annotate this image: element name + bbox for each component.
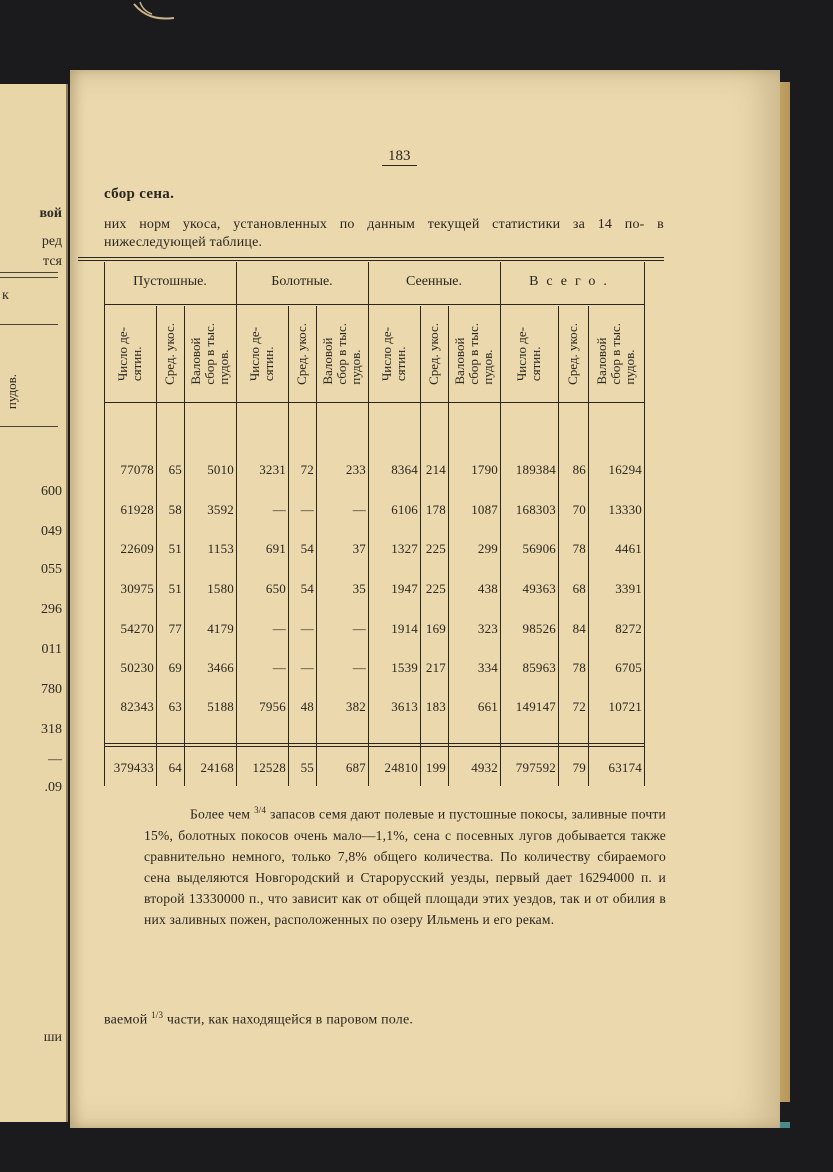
group-header-bolotnye: Болотные. — [271, 274, 333, 289]
left-page-line: 780 — [41, 682, 62, 697]
fraction: 3/4 — [254, 805, 267, 815]
left-page-line: 055 — [41, 562, 62, 577]
table-cell: 661 — [477, 699, 498, 714]
table-cell: 10721 — [608, 699, 642, 714]
table-cell: — — [352, 660, 366, 675]
table-cell: 169 — [425, 621, 446, 636]
intro-text: них норм укоса, установленных по данным текущей статистики за 14 по- в нижеследующей таблице. — [104, 217, 664, 250]
table-cell: 58 — [168, 502, 182, 517]
table-cell: 82343 — [120, 699, 154, 714]
left-page-line: тся — [43, 254, 62, 269]
table-cell: 85963 — [522, 660, 556, 675]
total-rule — [104, 746, 644, 747]
table-cell: — — [300, 621, 314, 636]
table-cell: 382 — [345, 699, 366, 714]
subheader-label: Валовой сбор в тыс. пудов. — [320, 323, 363, 385]
left-page-line: 318 — [41, 722, 62, 737]
subheader-area — [104, 310, 156, 398]
left-page-line: пудов. — [4, 374, 19, 410]
left-page-fragment — [0, 84, 68, 1122]
column-border — [644, 262, 645, 786]
table-cell: 49363 — [522, 581, 556, 596]
table-cell: 3231 — [259, 462, 286, 477]
table-cell: — — [272, 502, 286, 517]
subheader-label: Валовой сбор в тыс. пудов. — [594, 323, 637, 385]
table-cell: 8364 — [391, 462, 418, 477]
table-cell: — — [272, 660, 286, 675]
table-cell: 98526 — [522, 621, 556, 636]
left-page-line: .09 — [44, 780, 62, 795]
table-cell: 1087 — [471, 502, 498, 517]
table-cell: — — [352, 621, 366, 636]
table-cell: 1580 — [207, 581, 234, 596]
table-cell: 5188 — [207, 699, 234, 714]
subheader-label: Число де- сятин. — [379, 326, 408, 382]
paragraph-text: Более чем — [190, 806, 251, 822]
table-cell: 650 — [265, 581, 286, 596]
table-cell: 334 — [477, 660, 498, 675]
table-cell: 86 — [572, 462, 586, 477]
table-cell: 72 — [300, 462, 314, 477]
table-cell: 78 — [572, 541, 586, 556]
table-cell: 4461 — [615, 541, 642, 556]
subheader-yield — [156, 310, 184, 398]
group-header-pustoshnye: Пустошные. — [133, 274, 207, 289]
table-cell: 16294 — [608, 462, 642, 477]
subheader-label: Число де- сятин. — [514, 326, 543, 382]
table-cell: 225 — [425, 581, 446, 596]
total-cell: 12528 — [252, 760, 286, 775]
left-page-line: вой — [39, 206, 62, 221]
table-cell: 63 — [168, 699, 182, 714]
total-cell: 79 — [572, 760, 586, 775]
total-cell: 55 — [300, 760, 314, 775]
table-cell: 35 — [352, 581, 366, 596]
left-page-rule — [0, 426, 58, 427]
table-cell: 1539 — [391, 660, 418, 675]
left-page-line: 049 — [41, 524, 62, 539]
group-header-seennye: Сеенные. — [405, 274, 463, 289]
table-cell: 178 — [425, 502, 446, 517]
table-cell: 84 — [572, 621, 586, 636]
header-bottom-rule — [104, 402, 644, 403]
pencil-scribble — [130, 0, 180, 24]
table-cell: — — [300, 660, 314, 675]
table-cell: 54270 — [120, 621, 154, 636]
group-header-rule — [104, 304, 644, 305]
table-cell: 214 — [425, 462, 446, 477]
subheader-label: Валовой сбор в тыс. пудов. — [188, 323, 231, 385]
total-cell: 687 — [345, 760, 366, 775]
table-cell: 233 — [345, 462, 366, 477]
subheader-label: Сред. укос. — [565, 323, 580, 385]
table-cell: 54 — [300, 581, 314, 596]
footnote-line — [104, 1010, 413, 1029]
table-cell: 299 — [477, 541, 498, 556]
table-cell: 22609 — [120, 541, 154, 556]
table-cell: 217 — [425, 660, 446, 675]
left-page-rule — [0, 272, 58, 273]
subheader-gross — [448, 310, 500, 398]
subheader-yield — [420, 310, 448, 398]
total-rule — [104, 743, 644, 744]
table-cell: 8272 — [615, 621, 642, 636]
table-cell: 168303 — [515, 502, 556, 517]
subheader-label: Сред. укос. — [426, 323, 441, 385]
left-page-line: 600 — [41, 484, 62, 499]
body-paragraph — [144, 800, 666, 930]
table-cell: 4179 — [207, 621, 234, 636]
table-cell: 149147 — [515, 699, 556, 714]
table-cell: — — [352, 502, 366, 517]
table-top-rule — [78, 260, 664, 261]
table-cell: 3613 — [391, 699, 418, 714]
table-cell: 77 — [168, 621, 182, 636]
subheader-area — [236, 310, 288, 398]
table-cell: 323 — [477, 621, 498, 636]
subheader-label: Сред. укос. — [294, 323, 309, 385]
table-cell: 51 — [168, 581, 182, 596]
table-cell: 69 — [168, 660, 182, 675]
section-heading: сбор сена. — [104, 186, 175, 202]
table-top-rule — [78, 257, 664, 258]
subheader-yield — [558, 310, 588, 398]
left-page-line: 296 — [41, 602, 62, 617]
subheader-gross — [316, 310, 368, 398]
table-cell: 3391 — [615, 581, 642, 596]
left-page-rule — [0, 277, 58, 278]
footnote-text: части, как находящейся в паровом поле. — [166, 1012, 414, 1028]
subheader-label: Сред. укос. — [162, 323, 177, 385]
table-cell: 7956 — [259, 699, 286, 714]
table-cell: 1790 — [471, 462, 498, 477]
table-cell: 1327 — [391, 541, 418, 556]
table-cell: 77078 — [120, 462, 154, 477]
table-cell: 56906 — [522, 541, 556, 556]
group-header-vsego: Всего. — [529, 274, 615, 289]
table-cell: 72 — [572, 699, 586, 714]
subheader-area — [368, 310, 420, 398]
table-cell: 30975 — [120, 581, 154, 596]
subheader-label: Число де- сятин. — [115, 326, 144, 382]
table-cell: 48 — [300, 699, 314, 714]
subheader-label: Валовой сбор в тыс. пудов. — [452, 323, 495, 385]
subheader-area — [500, 310, 558, 398]
subheader-yield — [288, 310, 316, 398]
total-cell: 379433 — [113, 760, 154, 775]
table-cell: — — [272, 621, 286, 636]
table-cell: 50230 — [120, 660, 154, 675]
table-cell: 13330 — [608, 502, 642, 517]
table-cell: 54 — [300, 541, 314, 556]
subheader-gross — [184, 310, 236, 398]
footnote-text: ваемой — [104, 1012, 148, 1028]
total-cell: 199 — [425, 760, 446, 775]
table-cell: 70 — [572, 502, 586, 517]
total-cell: 63174 — [608, 760, 642, 775]
table-cell: 78 — [572, 660, 586, 675]
table-cell: 37 — [352, 541, 366, 556]
total-cell: 24810 — [384, 760, 418, 775]
table-cell: 6106 — [391, 502, 418, 517]
left-page-line: ред — [41, 234, 62, 249]
table-cell: 189384 — [515, 462, 556, 477]
table-cell: 6705 — [615, 660, 642, 675]
table-cell: 1947 — [391, 581, 418, 596]
fraction: 1/3 — [151, 1010, 164, 1020]
table-cell: 1914 — [391, 621, 418, 636]
paragraph-text: запасов семя дают полевые и пустошные покосы, заливные почти 15%, болотных покосов очень мало—1,1%, сена с посевных лугов добывается также сравнительно немного, только 7,8% общего количества. По количеству сбираемого сена выделяются Новгородский и Старорусский уезды, первый дает 16294000 п. и второй 13330000 п., что зависит как от общей площади этих уездов, так и от обилия в них заливных пожен, расположенных по озеру Ильмень и его рекам. — [144, 806, 666, 927]
left-page-rule — [0, 324, 58, 325]
table-cell: 68 — [572, 581, 586, 596]
subheader-label: Число де- сятин. — [247, 326, 276, 382]
total-cell: 64 — [168, 760, 182, 775]
table-cell: 61928 — [120, 502, 154, 517]
left-page-line: — — [48, 752, 62, 767]
table-cell: 3466 — [207, 660, 234, 675]
left-page-line: ши — [43, 1030, 62, 1045]
table-cell: 5010 — [207, 462, 234, 477]
page-number: 183 — [382, 148, 417, 166]
total-cell: 24168 — [200, 760, 234, 775]
left-page-line: к — [2, 288, 9, 303]
table-cell: 65 — [168, 462, 182, 477]
left-page-line: 011 — [41, 642, 62, 657]
total-cell: 4932 — [471, 760, 498, 775]
table-cell: 183 — [425, 699, 446, 714]
subheader-gross — [588, 310, 644, 398]
table-cell: 1153 — [207, 541, 234, 556]
table-cell: 51 — [168, 541, 182, 556]
table-cell: 438 — [477, 581, 498, 596]
table-cell: — — [300, 502, 314, 517]
table-cell: 225 — [425, 541, 446, 556]
total-cell: 797592 — [515, 760, 556, 775]
table-cell: 691 — [265, 541, 286, 556]
table-cell: 3592 — [207, 502, 234, 517]
